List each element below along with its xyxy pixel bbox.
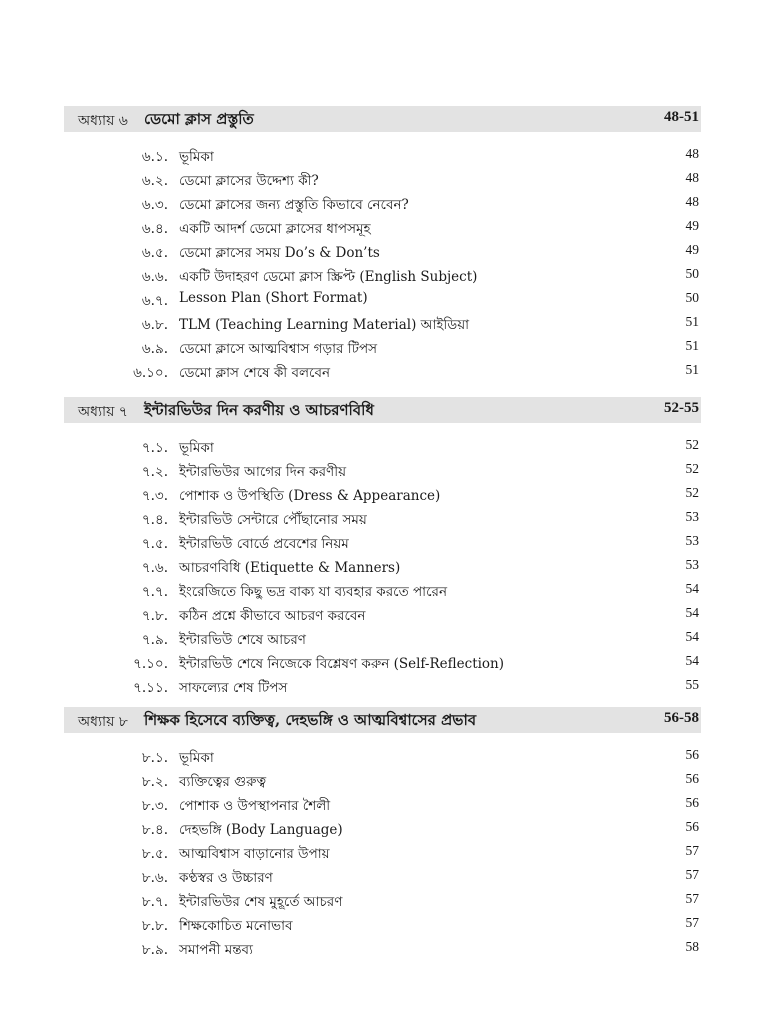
entry-number: ৮.৭. (141, 894, 168, 910)
entry-title: একটি আদর্শ ডেমো ক্লাসের ধাপসমূহ (179, 221, 371, 237)
entry-page-number: 56 (685, 771, 699, 786)
toc-entry[interactable] (64, 625, 701, 649)
entry-title: ইন্টারভিউ শেষে নিজেকে বিশ্লেষণ করুন (Self-Reflection) (179, 656, 505, 672)
toc-entry[interactable] (64, 601, 701, 625)
entry-title: ভূমিকা (179, 750, 214, 766)
entry-title: সাফল্যের শেষ টিপস (179, 680, 288, 696)
entry-page-number: 48 (685, 194, 699, 209)
entry-title: ভূমিকা (179, 440, 214, 456)
entry-page-number: 54 (685, 653, 699, 668)
entry-page-number: 51 (685, 362, 699, 377)
chapter-item-list (64, 142, 701, 382)
toc-entry[interactable] (64, 238, 701, 262)
toc-entry[interactable] (64, 358, 701, 382)
entry-number: ৮.১. (141, 750, 168, 766)
entry-number: ৬.৯. (141, 341, 168, 357)
entry-page-number: 52 (685, 485, 699, 500)
entry-page-number: 54 (685, 605, 699, 620)
chapter-header (64, 397, 701, 423)
entry-title: দেহভঙ্গি (Body Language) (179, 822, 343, 838)
entry-page-number: 52 (685, 437, 699, 452)
entry-title: সমাপনী মন্তব্য (179, 942, 253, 958)
chapter-item-list (64, 743, 701, 959)
toc-entry[interactable] (64, 791, 701, 815)
entry-title: শিক্ষকোচিত মনোভাব (179, 918, 293, 934)
entry-page-number: 51 (685, 338, 699, 353)
entry-page-number: 56 (685, 747, 699, 762)
entry-number: ৭.৫. (141, 536, 168, 552)
entry-page-number: 57 (685, 843, 699, 858)
entry-page-number: 55 (685, 677, 699, 692)
chapter-header (64, 106, 701, 132)
entry-page-number: 49 (685, 218, 699, 233)
entry-number: ৮.৫. (141, 846, 168, 862)
chapter-8 (64, 707, 701, 959)
entry-title: একটি উদাহরণ ডেমো ক্লাস স্ক্রিপ্ট (English Subject) (179, 269, 478, 285)
chapter-page-range: 48-51 (664, 109, 699, 125)
toc-entry[interactable] (64, 457, 701, 481)
entry-number: ৬.১০. (133, 365, 168, 381)
toc-entry[interactable] (64, 166, 701, 190)
entry-page-number: 51 (685, 314, 699, 329)
entry-page-number: 53 (685, 533, 699, 548)
toc-entry[interactable] (64, 815, 701, 839)
entry-number: ৭.৩. (141, 488, 168, 504)
toc-entry[interactable] (64, 214, 701, 238)
entry-number: ৮.৬. (141, 870, 168, 886)
chapter-label: অধ্যায় ৬ (78, 113, 128, 129)
entry-number: ৭.৪. (141, 512, 168, 528)
entry-title: ডেমো ক্লাস শেষে কী বলবেন (179, 365, 331, 381)
entry-page-number: 49 (685, 242, 699, 257)
toc-entry[interactable] (64, 481, 701, 505)
entry-title: ইন্টারভিউর আগের দিন করণীয় (179, 464, 347, 480)
toc-entry[interactable] (64, 577, 701, 601)
entry-page-number: 57 (685, 891, 699, 906)
entry-page-number: 53 (685, 509, 699, 524)
entry-number: ৮.৮. (141, 918, 168, 934)
chapter-page-range: 56-58 (664, 710, 699, 726)
entry-title: ব্যক্তিত্বের গুরুত্ব (179, 774, 267, 790)
chapter-label: অধ্যায় ৭ (78, 404, 128, 420)
entry-title: কণ্ঠস্বর ও উচ্চারণ (179, 870, 273, 886)
entry-page-number: 56 (685, 795, 699, 810)
entry-number: ৬.৬. (141, 269, 168, 285)
entry-number: ৭.২. (141, 464, 168, 480)
toc-entry[interactable] (64, 286, 701, 310)
entry-number: ৬.৩. (141, 197, 168, 213)
entry-title: ডেমো ক্লাসের সময় Do’s & Don’ts (179, 245, 380, 261)
entry-title: ইন্টারভিউ শেষে আচরণ (179, 632, 306, 648)
toc-entry[interactable] (64, 863, 701, 887)
toc-entry[interactable] (64, 911, 701, 935)
entry-number: ৮.৩. (141, 798, 168, 814)
entry-number: ৭.৬. (141, 560, 168, 576)
entry-number: ৭.৮. (141, 608, 168, 624)
toc-entry[interactable] (64, 743, 701, 767)
entry-page-number: 50 (685, 266, 699, 281)
entry-number: ৬.৮. (141, 317, 168, 333)
entry-page-number: 52 (685, 461, 699, 476)
toc-entry[interactable] (64, 529, 701, 553)
entry-page-number: 48 (685, 146, 699, 161)
entry-title: পোশাক ও উপস্থাপনার শৈলী (179, 798, 331, 814)
toc-entry[interactable] (64, 310, 701, 334)
chapter-title: ডেমো ক্লাস প্রস্তুতি (144, 110, 254, 128)
chapter-title: শিক্ষক হিসেবে ব্যক্তিত্ব, দেহভঙ্গি ও আত্মবিশ্বাসের প্রভাব (144, 711, 477, 729)
entry-number: ৬.১. (141, 149, 168, 165)
entry-title: ডেমো ক্লাসের জন্য প্রস্তুতি কিভাবে নেবেন? (179, 197, 409, 213)
entry-title: Lesson Plan (Short Format) (179, 290, 368, 306)
entry-number: ৭.১০. (133, 656, 168, 672)
toc-entry[interactable] (64, 553, 701, 577)
entry-page-number: 53 (685, 557, 699, 572)
chapter-item-list (64, 433, 701, 697)
entry-title: পোশাক ও উপস্থিতি (Dress & Appearance) (179, 488, 441, 504)
toc-entry[interactable] (64, 505, 701, 529)
entry-number: ৭.৯. (141, 632, 168, 648)
entry-title: ইন্টারভিউ সেন্টারে পৌঁছানোর সময় (179, 512, 367, 528)
entry-page-number: 54 (685, 581, 699, 596)
entry-number: ৮.৪. (141, 822, 168, 838)
entry-number: ৬.২. (141, 173, 168, 189)
toc-entry[interactable] (64, 839, 701, 863)
toc-entry[interactable] (64, 673, 701, 697)
entry-page-number: 48 (685, 170, 699, 185)
entry-number: ৬.৪. (141, 221, 168, 237)
toc-entry[interactable] (64, 433, 701, 457)
entry-page-number: 56 (685, 819, 699, 834)
toc-entry[interactable] (64, 190, 701, 214)
entry-number: ৮.২. (141, 774, 168, 790)
entry-title: ইন্টারভিউ বোর্ডে প্রবেশের নিয়ম (179, 536, 349, 552)
toc-entry[interactable] (64, 767, 701, 791)
chapter-page-range: 52-55 (664, 400, 699, 416)
chapter-6 (64, 106, 701, 382)
toc-entry[interactable] (64, 142, 701, 166)
entry-title: TLM (Teaching Learning Material) আইডিয়া (179, 317, 470, 333)
entry-page-number: 54 (685, 629, 699, 644)
entry-title: ভূমিকা (179, 149, 214, 165)
entry-title: ডেমো ক্লাসের উদ্দেশ্য কী? (179, 173, 319, 189)
toc-entry[interactable] (64, 935, 701, 959)
entry-number: ৭.৭. (141, 584, 168, 600)
chapter-header (64, 707, 701, 733)
entry-page-number: 57 (685, 867, 699, 882)
entry-title: ডেমো ক্লাসে আত্মবিশ্বাস গড়ার টিপস (179, 341, 378, 357)
entry-page-number: 50 (685, 290, 699, 305)
entry-title: আত্মবিশ্বাস বাড়ানোর উপায় (179, 846, 330, 862)
chapter-7 (64, 397, 701, 697)
entry-number: ৭.১. (141, 440, 168, 456)
toc-entry[interactable] (64, 649, 701, 673)
entry-title: কঠিন প্রশ্নে কীভাবে আচরণ করবেন (179, 608, 366, 624)
entry-page-number: 58 (685, 939, 699, 954)
entry-number: ৭.১১. (133, 680, 168, 696)
entry-page-number: 57 (685, 915, 699, 930)
entry-number: ৬.৫. (141, 245, 168, 261)
entry-title: ইংরেজিতে কিছু ভদ্র বাক্য যা ব্যবহার করতে পারেন (179, 584, 448, 600)
entry-title: আচরণবিধি (Etiquette & Manners) (179, 560, 401, 576)
entry-number: ৮.৯. (141, 942, 168, 958)
chapter-label: অধ্যায় ৮ (78, 714, 128, 730)
chapter-title: ইন্টারভিউর দিন করণীয় ও আচরণবিধি (144, 401, 374, 419)
toc-entry[interactable] (64, 887, 701, 911)
entry-title: ইন্টারভিউর শেষ মুহূর্তে আচরণ (179, 894, 343, 910)
toc-entry[interactable] (64, 334, 701, 358)
entry-number: ৬.৭. (141, 293, 168, 309)
toc-entry[interactable] (64, 262, 701, 286)
